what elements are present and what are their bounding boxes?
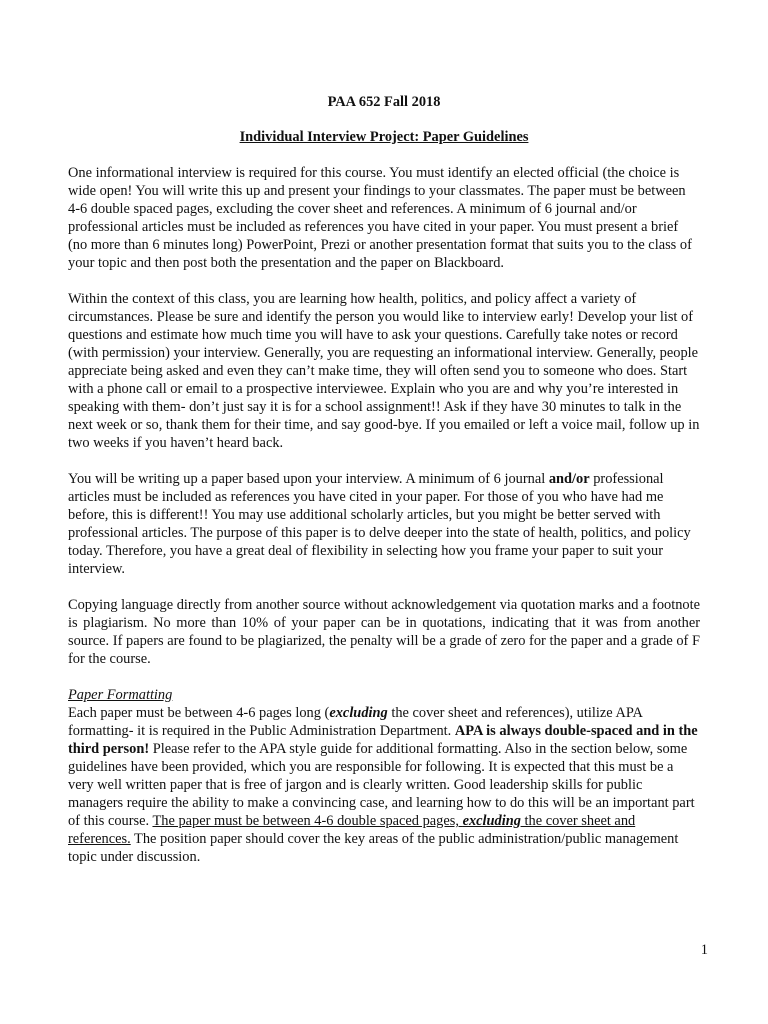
- document-body: [68, 93, 700, 884]
- formatting-apa-emphasis: APA is always double-spaced and in the third person!: [68, 723, 698, 757]
- section-heading-paper-formatting: Paper Formatting: [68, 687, 173, 703]
- paragraph-paper-writing-text-1: You will be writing up a paper based upon your interview. A minimum of 6 journal: [68, 471, 549, 487]
- page-number: 1: [700, 942, 708, 958]
- paragraph-plagiarism: Copying language directly from another source without acknowledgement via quotation marks and a footnote is plagiarism. No more than 10% of your paper can be in quotations, indicating that it was from another source. If papers are found to be plagiarized, the penalty will be a grade of zero for the paper and a grade of F for the course.: [68, 597, 700, 667]
- paragraph-paper-writing-bold: and/or: [548, 471, 590, 487]
- formatting-underlined-1: The paper must be between 4-6 double spaced pages,: [152, 813, 463, 829]
- paragraph-paper-writing: [68, 470, 700, 578]
- formatting-text-1: Each paper must be between 4-6 pages long (: [68, 705, 330, 721]
- paragraph-overview: One informational interview is required for this course. You must identify an elected official (the choice is wide open! You will write this up and present your findings to your classmates. The paper must be between 4-6 double spaced pages, excluding the cover sheet and references. A minimum of 6 journal and/or professional articles must be included as references you have cited in your paper. You must present a brief (no more than 6 minutes long) PowerPoint, Prezi or another presentation format that suits you to the class of your topic and then post both the presentation and the paper on Blackboard.: [68, 165, 692, 271]
- course-title: PAA 652 Fall 2018: [327, 94, 441, 110]
- formatting-text-3: Please refer to the APA style guide for additional formatting. Also in the section below, some guidelines have been provided, which you are responsible for following. It is expected that this must be a very well written paper that is free of jargon and is clearly written. Good leadership skills for public managers require the ability to make a convincing case, and learning how to do this will be an important part of this course.: [68, 741, 695, 829]
- paragraph-interview-context: Within the context of this class, you are learning how health, politics, and policy affect a variety of circumstances. Please be sure and identify the person you would like to interview early! Develop your list of questions and estimate how much time you will have to ask your questions. Carefully take notes or record (with permission) your interview. Generally, you are requesting an informational interview. Generally, people appreciate being asked and even they can’t make time, they will often send you to someone who does. Start with a phone call or email to a prospective interviewee. Explain who you are and why you’re interested in speaking with them- don’t just say it is for a school assignment!! Ask if they have 30 minutes to talk in the next week or so, thank them for their time, and say good-bye. If you emailed or left a voice mail, follow up in two weeks if you haven’t heard back.: [68, 291, 700, 451]
- formatting-underlined-2: the cover sheet and references.: [68, 813, 636, 847]
- formatting-excluding-1: excluding: [329, 705, 388, 721]
- paragraph-paper-writing-text-2: professional articles must be included as references you have cited in your paper. For those of you who have had me before, this is different!! You may use additional scholarly articles, but you might be better served with professional articles. The purpose of this paper is to delve deeper into the state of health, politics, and policy today. Therefore, you have a great deal of flexibility in selecting how you frame your paper to suit your interview.: [68, 471, 691, 577]
- formatting-excluding-2: excluding: [462, 813, 521, 829]
- formatting-text-2: the cover sheet and references), utilize APA formatting- it is required in the Public Administration Department.: [68, 705, 643, 739]
- paragraph-paper-formatting: [68, 704, 700, 866]
- formatting-text-4: The position paper should cover the key areas of the public administration/public management topic under discussion.: [68, 831, 679, 865]
- document-title: Individual Interview Project: Paper Guidelines: [239, 129, 529, 145]
